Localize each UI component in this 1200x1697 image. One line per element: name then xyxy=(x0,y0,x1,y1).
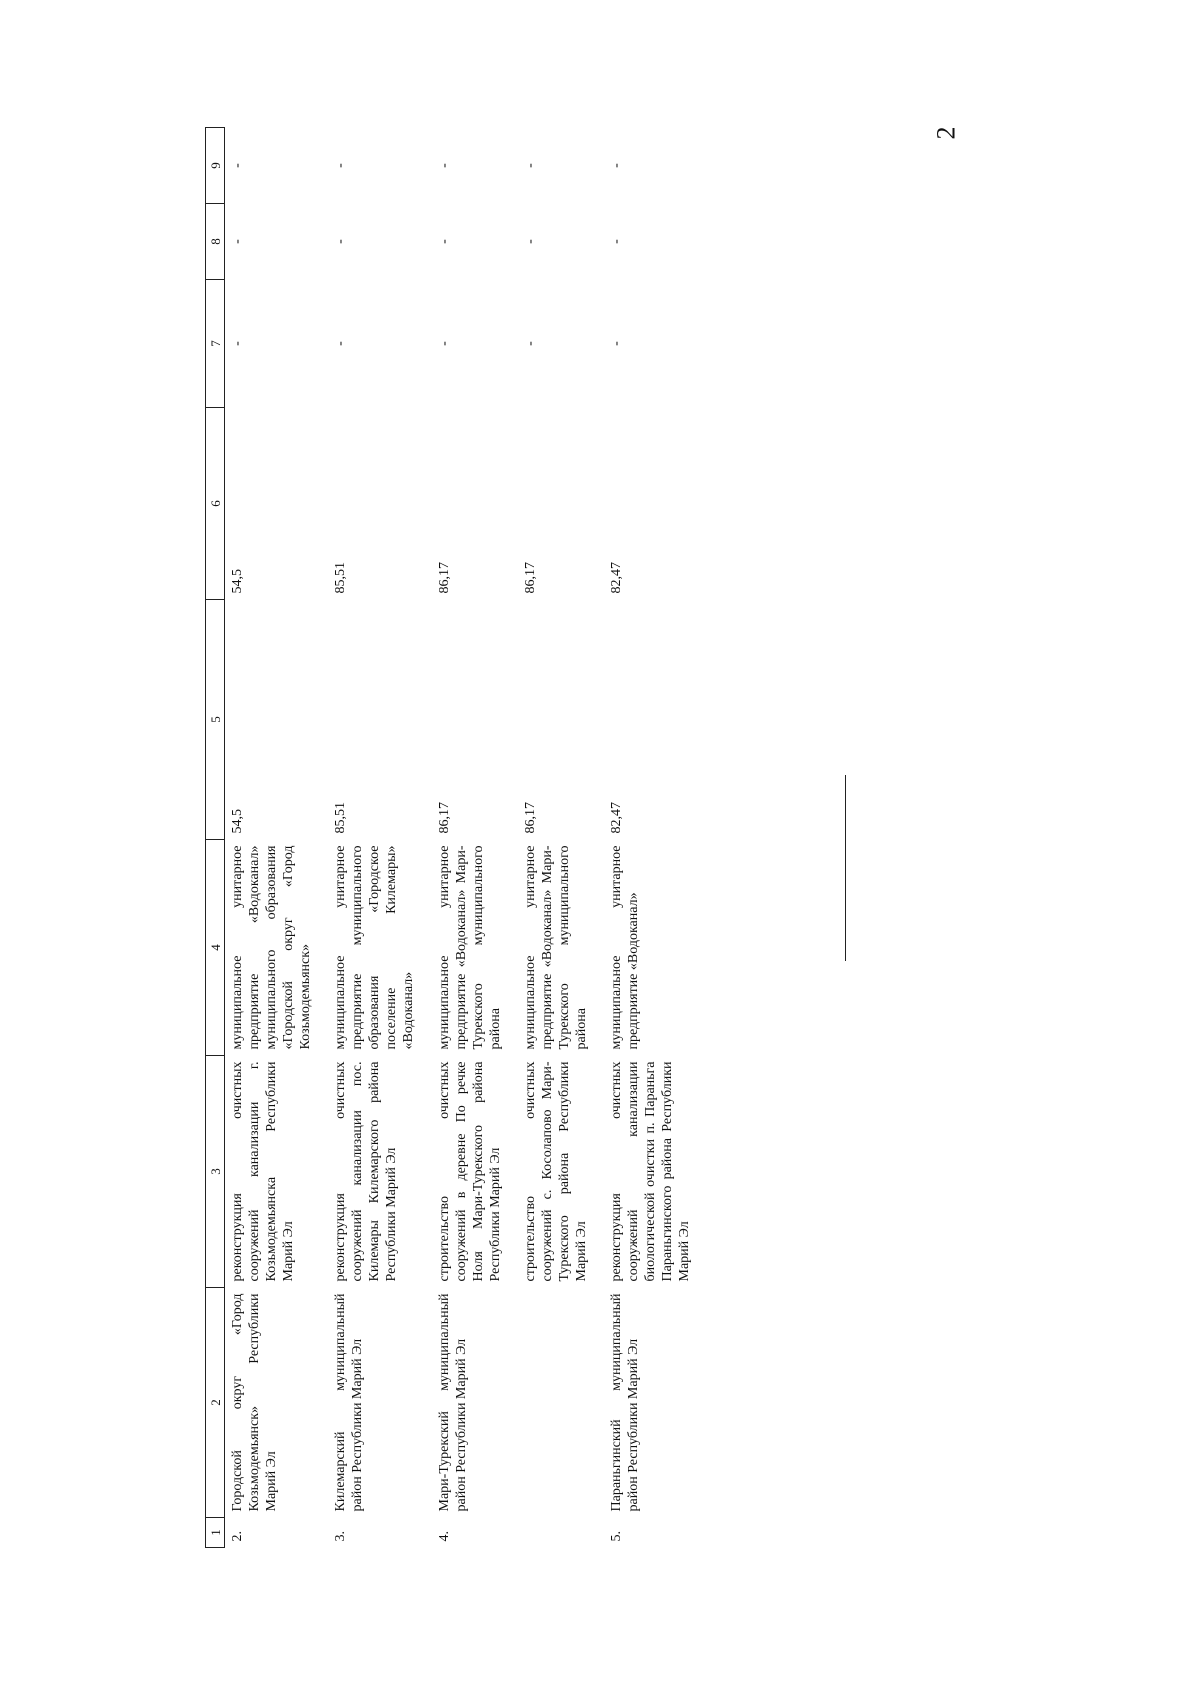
col-header-9: 9 xyxy=(206,128,225,204)
row-number: 3. xyxy=(333,1531,348,1542)
operator-cell: муниципальное унитарное предприятие «Водоканал» муниципального образования «Городской округ «Город Козьмодемьянск» xyxy=(230,845,313,1050)
district-cell: Килемарский муниципальный район Республики Марий Эл xyxy=(333,1293,365,1512)
value-cell-9: - xyxy=(437,163,452,168)
col-header-8: 8 xyxy=(206,204,225,280)
row-number xyxy=(518,1518,604,1548)
col-header-6: 6 xyxy=(206,408,225,600)
district-cell: Городской округ «Город Козьмодемьянск» Республики Марий Эл xyxy=(230,1293,279,1512)
col-header-1: 1 xyxy=(206,1518,225,1548)
row-number: 2. xyxy=(230,1531,245,1542)
value-cell-5: 54,5 xyxy=(230,809,245,834)
value-cell-8: - xyxy=(333,239,348,244)
value-cell-7: - xyxy=(437,341,452,346)
value-cell-7: - xyxy=(523,341,538,346)
operator-cell: муниципальное унитарное предприятие «Водоканал» Мари-Турекского муниципального района xyxy=(523,845,589,1050)
closing-rule-line xyxy=(845,775,846,961)
table-row xyxy=(225,128,329,1548)
district-cell xyxy=(518,1288,604,1518)
value-cell-6: 86,17 xyxy=(523,562,538,594)
value-cell-9: - xyxy=(609,163,624,168)
value-cell-7: - xyxy=(230,341,245,346)
rotated-table-container xyxy=(205,128,1055,1548)
value-cell-8: - xyxy=(437,239,452,244)
object-cell: реконструкция очистных сооружений канализации пос. Килемары Килемарского района Республики Марий Эл xyxy=(333,1061,399,1282)
row-number: 4. xyxy=(437,1531,452,1542)
value-cell-9: - xyxy=(230,163,245,168)
operator-cell: муниципальное унитарное предприятие «Водоканал» xyxy=(609,845,641,1050)
value-cell-7: - xyxy=(333,341,348,346)
table-row xyxy=(328,128,432,1548)
value-cell-8: - xyxy=(609,239,624,244)
data-table xyxy=(205,127,707,1548)
table-row xyxy=(432,128,518,1548)
value-cell-6: 85,51 xyxy=(333,562,348,594)
operator-cell: муниципальное унитарное предприятие муниципального образования «Городское поселение Килемары» «Водоканал» xyxy=(333,845,416,1050)
object-cell: строительство очистных сооружений с. Косолапово Мари-Турекского района Республики Марий Эл xyxy=(523,1061,589,1282)
table-row xyxy=(518,128,604,1548)
table-row xyxy=(604,128,707,1548)
operator-cell: муниципальное унитарное предприятие «Водоканал» Мари-Турекского муниципального района xyxy=(437,845,503,1050)
col-header-5: 5 xyxy=(206,600,225,840)
value-cell-8: - xyxy=(230,239,245,244)
value-cell-7: - xyxy=(609,341,624,346)
col-header-3: 3 xyxy=(206,1056,225,1288)
col-header-2: 2 xyxy=(206,1288,225,1518)
district-cell: Параньгинский муниципальный район Республики Марий Эл xyxy=(609,1293,641,1512)
row-number: 5. xyxy=(609,1531,624,1542)
value-cell-9: - xyxy=(523,163,538,168)
object-cell: реконструкция очистных сооружений канализации биологической очистки п. Параньга Параньгинского района Республики Марий Эл xyxy=(609,1061,692,1282)
object-cell: строительство очистных сооружений в деревне По речке Ноля Мари-Турекского района Республики Марий Эл xyxy=(437,1061,503,1282)
value-cell-6: 82,47 xyxy=(609,562,624,594)
page-number: 2 xyxy=(931,126,961,140)
value-cell-5: 82,47 xyxy=(609,802,624,834)
value-cell-8: - xyxy=(523,239,538,244)
col-header-4: 4 xyxy=(206,840,225,1056)
value-cell-9: - xyxy=(333,163,348,168)
col-header-7: 7 xyxy=(206,280,225,408)
value-cell-5: 86,17 xyxy=(523,802,538,834)
header-row xyxy=(206,128,225,1548)
value-cell-6: 86,17 xyxy=(437,562,452,594)
district-cell: Мари-Турекский муниципальный район Республики Марий Эл xyxy=(437,1293,469,1512)
value-cell-5: 86,17 xyxy=(437,802,452,834)
object-cell: реконструкция очистных сооружений канализации г. Козьмодемьянска Республики Марий Эл xyxy=(230,1061,296,1282)
value-cell-5: 85,51 xyxy=(333,802,348,834)
value-cell-6: 54,5 xyxy=(230,569,245,594)
